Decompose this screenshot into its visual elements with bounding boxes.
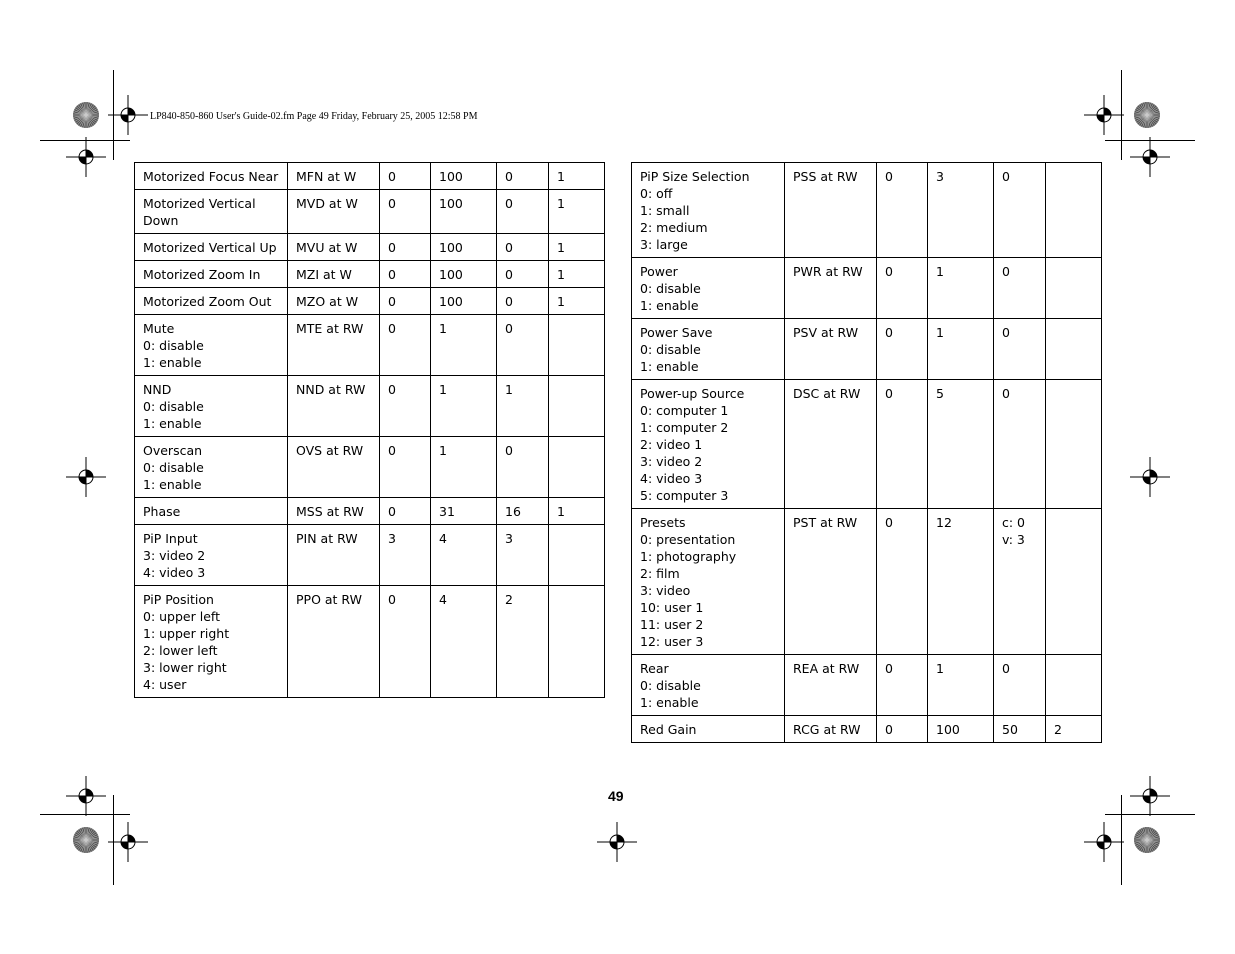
min-value-cell: 0 <box>380 498 431 525</box>
step-value-cell: 1 <box>549 498 605 525</box>
cell-line: Overscan <box>143 443 203 458</box>
max-value-cell: 1 <box>928 655 994 716</box>
starburst-icon <box>1133 101 1161 129</box>
cell-line: PiP Size Selection <box>640 169 750 184</box>
parameter-name-cell <box>135 437 288 498</box>
crop-line <box>1105 814 1195 815</box>
command-cell: DSC at RW <box>785 380 877 509</box>
cell-line: 1: small <box>640 203 690 218</box>
parameter-name-cell <box>135 315 288 376</box>
command-cell: NND at RW <box>288 376 380 437</box>
cell-line: Presets <box>640 515 686 530</box>
registration-target-icon <box>1084 95 1124 135</box>
cell-line: 4: user <box>143 677 187 692</box>
default-value-cell: 0 <box>497 315 549 376</box>
starburst-icon <box>1133 826 1161 854</box>
command-cell: OVS at RW <box>288 437 380 498</box>
parameter-name-cell <box>632 509 785 655</box>
cell-line: 3: video 2 <box>143 548 206 563</box>
min-value-cell: 0 <box>380 586 431 698</box>
default-value-cell <box>994 509 1046 655</box>
step-value-cell <box>1046 163 1102 258</box>
cell-line: Red Gain <box>640 722 697 737</box>
default-value-cell <box>994 380 1046 509</box>
parameter-name-cell <box>632 258 785 319</box>
cell-line: Motorized Vertical <box>143 196 256 211</box>
table-row <box>135 288 605 315</box>
cell-line: 4: video 3 <box>143 565 206 580</box>
max-value-cell: 100 <box>431 190 497 234</box>
registration-target-icon <box>108 95 148 135</box>
max-value-cell: 100 <box>431 163 497 190</box>
cell-line: 0: disable <box>640 678 701 693</box>
command-table-left <box>134 162 605 698</box>
registration-target-icon <box>597 822 637 862</box>
cell-line: 1: enable <box>640 695 699 710</box>
cell-line: 1: enable <box>640 298 699 313</box>
parameter-name-cell <box>632 716 785 743</box>
starburst-icon <box>72 826 100 854</box>
cell-line: 0: disable <box>143 399 204 414</box>
command-cell: MFN at W <box>288 163 380 190</box>
max-value-cell: 1 <box>431 376 497 437</box>
max-value-cell: 12 <box>928 509 994 655</box>
command-cell: MVU at W <box>288 234 380 261</box>
page-number: 49 <box>608 788 624 804</box>
table-row <box>632 509 1102 655</box>
step-value-cell <box>549 315 605 376</box>
cell-line: 1: enable <box>143 355 202 370</box>
cell-line: 0: disable <box>640 342 701 357</box>
parameter-name-cell <box>632 380 785 509</box>
cell-line: 3: video 2 <box>640 454 703 469</box>
cell-line: 0 <box>1002 264 1010 279</box>
crop-line <box>40 814 130 815</box>
step-value-cell <box>549 376 605 437</box>
cell-line: 5: computer 3 <box>640 488 729 503</box>
max-value-cell: 1 <box>431 437 497 498</box>
min-value-cell: 3 <box>380 525 431 586</box>
default-value-cell: 3 <box>497 525 549 586</box>
registration-target-icon <box>66 457 106 497</box>
cell-line: 1: enable <box>143 477 202 492</box>
cell-line: c: 0 <box>1002 515 1026 530</box>
command-cell: RCG at RW <box>785 716 877 743</box>
table-row <box>135 190 605 234</box>
min-value-cell: 0 <box>877 163 928 258</box>
parameter-name-cell <box>632 163 785 258</box>
cell-line: 3: video <box>640 583 691 598</box>
registration-target-icon <box>66 776 106 816</box>
parameter-name-cell <box>135 525 288 586</box>
crop-line <box>1121 70 1122 160</box>
cell-line: 11: user 2 <box>640 617 704 632</box>
cell-line: 0: upper left <box>143 609 220 624</box>
cell-line: 0: disable <box>143 460 204 475</box>
max-value-cell: 100 <box>928 716 994 743</box>
table-row <box>632 163 1102 258</box>
command-cell: MZI at W <box>288 261 380 288</box>
default-value-cell: 0 <box>497 288 549 315</box>
cell-line: Motorized Focus Near <box>143 169 279 184</box>
cell-line: Rear <box>640 661 669 676</box>
table-row <box>632 716 1102 743</box>
cell-line: 0: presentation <box>640 532 736 547</box>
step-value-cell <box>1046 380 1102 509</box>
cell-line: Power-up Source <box>640 386 745 401</box>
table-row <box>135 234 605 261</box>
table-row <box>632 319 1102 380</box>
table-row <box>135 525 605 586</box>
command-table-right <box>631 162 1102 743</box>
registration-target-icon <box>1130 137 1170 177</box>
step-value-cell <box>1046 509 1102 655</box>
default-value-cell <box>994 716 1046 743</box>
command-cell: MSS at RW <box>288 498 380 525</box>
max-value-cell: 1 <box>928 258 994 319</box>
cell-line: 2: film <box>640 566 680 581</box>
cell-line: 0: off <box>640 186 673 201</box>
max-value-cell: 100 <box>431 234 497 261</box>
cell-line: Down <box>143 213 179 228</box>
parameter-name-cell <box>135 261 288 288</box>
starburst-icon <box>72 101 100 129</box>
max-value-cell: 3 <box>928 163 994 258</box>
default-value-cell: 0 <box>497 190 549 234</box>
step-value-cell: 1 <box>549 288 605 315</box>
command-cell: REA at RW <box>785 655 877 716</box>
cell-line: 2: medium <box>640 220 708 235</box>
parameter-name-cell <box>135 498 288 525</box>
cell-line: 3: lower right <box>143 660 227 675</box>
default-value-cell <box>994 655 1046 716</box>
cell-line: NND <box>143 382 172 397</box>
step-value-cell: 1 <box>549 234 605 261</box>
registration-target-icon <box>1130 776 1170 816</box>
default-value-cell: 2 <box>497 586 549 698</box>
crop-line <box>113 70 114 160</box>
cell-line: 1: enable <box>640 359 699 374</box>
step-value-cell: 2 <box>1046 716 1102 743</box>
document-header: LP840-850-860 User's Guide-02.fm Page 49 Friday, February 25, 2005 12:58 PM <box>150 111 478 122</box>
max-value-cell: 31 <box>431 498 497 525</box>
command-cell: MVD at W <box>288 190 380 234</box>
registration-target-icon <box>66 137 106 177</box>
cell-line: 0: disable <box>640 281 701 296</box>
table-row <box>632 655 1102 716</box>
default-value-cell <box>994 163 1046 258</box>
cell-line: Motorized Zoom Out <box>143 294 272 309</box>
min-value-cell: 0 <box>380 234 431 261</box>
command-cell: PIN at RW <box>288 525 380 586</box>
step-value-cell <box>549 525 605 586</box>
cell-line: 4: video 3 <box>640 471 703 486</box>
parameter-name-cell <box>135 288 288 315</box>
step-value-cell: 1 <box>549 190 605 234</box>
cell-line: v: 3 <box>1002 532 1025 547</box>
parameter-name-cell <box>135 190 288 234</box>
default-value-cell: 16 <box>497 498 549 525</box>
min-value-cell: 0 <box>380 261 431 288</box>
cell-line: 50 <box>1002 722 1018 737</box>
table-row <box>632 258 1102 319</box>
table-row <box>632 380 1102 509</box>
command-cell: PWR at RW <box>785 258 877 319</box>
table-row <box>135 437 605 498</box>
step-value-cell: 1 <box>549 261 605 288</box>
min-value-cell: 0 <box>380 190 431 234</box>
min-value-cell: 0 <box>380 288 431 315</box>
cell-line: Motorized Zoom In <box>143 267 261 282</box>
command-cell: PSV at RW <box>785 319 877 380</box>
cell-line: Power <box>640 264 678 279</box>
cell-line: 0 <box>1002 169 1010 184</box>
max-value-cell: 5 <box>928 380 994 509</box>
min-value-cell: 0 <box>877 258 928 319</box>
cell-line: 0: disable <box>143 338 204 353</box>
default-value-cell: 0 <box>497 437 549 498</box>
command-cell: MTE at RW <box>288 315 380 376</box>
step-value-cell <box>1046 319 1102 380</box>
step-value-cell <box>549 586 605 698</box>
cell-line: 2: lower left <box>143 643 218 658</box>
cell-line: 1: upper right <box>143 626 230 641</box>
cell-line: 3: large <box>640 237 688 252</box>
min-value-cell: 0 <box>877 716 928 743</box>
cell-line: 0 <box>1002 325 1010 340</box>
default-value-cell <box>994 319 1046 380</box>
table-row <box>135 261 605 288</box>
command-cell: PST at RW <box>785 509 877 655</box>
step-value-cell <box>549 437 605 498</box>
max-value-cell: 4 <box>431 586 497 698</box>
table-row <box>135 315 605 376</box>
registration-target-icon <box>1084 822 1124 862</box>
step-value-cell <box>1046 655 1102 716</box>
registration-target-icon <box>1130 457 1170 497</box>
cell-line: Mute <box>143 321 175 336</box>
cell-line: Phase <box>143 504 181 519</box>
parameter-name-cell <box>135 586 288 698</box>
min-value-cell: 0 <box>877 319 928 380</box>
default-value-cell <box>994 258 1046 319</box>
cell-line: 10: user 1 <box>640 600 704 615</box>
min-value-cell: 0 <box>380 376 431 437</box>
crop-line <box>113 795 114 885</box>
crop-line <box>1121 795 1122 885</box>
command-cell: PSS at RW <box>785 163 877 258</box>
min-value-cell: 0 <box>380 315 431 376</box>
table-row <box>135 498 605 525</box>
cell-line: 1: computer 2 <box>640 420 729 435</box>
parameter-name-cell <box>135 376 288 437</box>
min-value-cell: 0 <box>380 437 431 498</box>
command-cell: PPO at RW <box>288 586 380 698</box>
max-value-cell: 100 <box>431 261 497 288</box>
min-value-cell: 0 <box>877 655 928 716</box>
command-cell: MZO at W <box>288 288 380 315</box>
min-value-cell: 0 <box>380 163 431 190</box>
cell-line: Motorized Vertical Up <box>143 240 277 255</box>
default-value-cell: 0 <box>497 261 549 288</box>
max-value-cell: 1 <box>431 315 497 376</box>
max-value-cell: 4 <box>431 525 497 586</box>
cell-line: 0: computer 1 <box>640 403 729 418</box>
cell-line: 0 <box>1002 386 1010 401</box>
default-value-cell: 1 <box>497 376 549 437</box>
table-row <box>135 376 605 437</box>
parameter-name-cell <box>135 163 288 190</box>
cell-line: 2: video 1 <box>640 437 703 452</box>
parameter-name-cell <box>632 655 785 716</box>
table-row <box>135 586 605 698</box>
max-value-cell: 1 <box>928 319 994 380</box>
parameter-name-cell <box>135 234 288 261</box>
cell-line: 1: photography <box>640 549 737 564</box>
step-value-cell: 1 <box>549 163 605 190</box>
table-row <box>135 163 605 190</box>
min-value-cell: 0 <box>877 380 928 509</box>
cell-line: Power Save <box>640 325 713 340</box>
parameter-name-cell <box>632 319 785 380</box>
step-value-cell <box>1046 258 1102 319</box>
cell-line: 12: user 3 <box>640 634 704 649</box>
default-value-cell: 0 <box>497 234 549 261</box>
cell-line: 0 <box>1002 661 1010 676</box>
registration-target-icon <box>108 822 148 862</box>
cell-line: 1: enable <box>143 416 202 431</box>
cell-line: PiP Input <box>143 531 198 546</box>
min-value-cell: 0 <box>877 509 928 655</box>
default-value-cell: 0 <box>497 163 549 190</box>
max-value-cell: 100 <box>431 288 497 315</box>
cell-line: PiP Position <box>143 592 214 607</box>
